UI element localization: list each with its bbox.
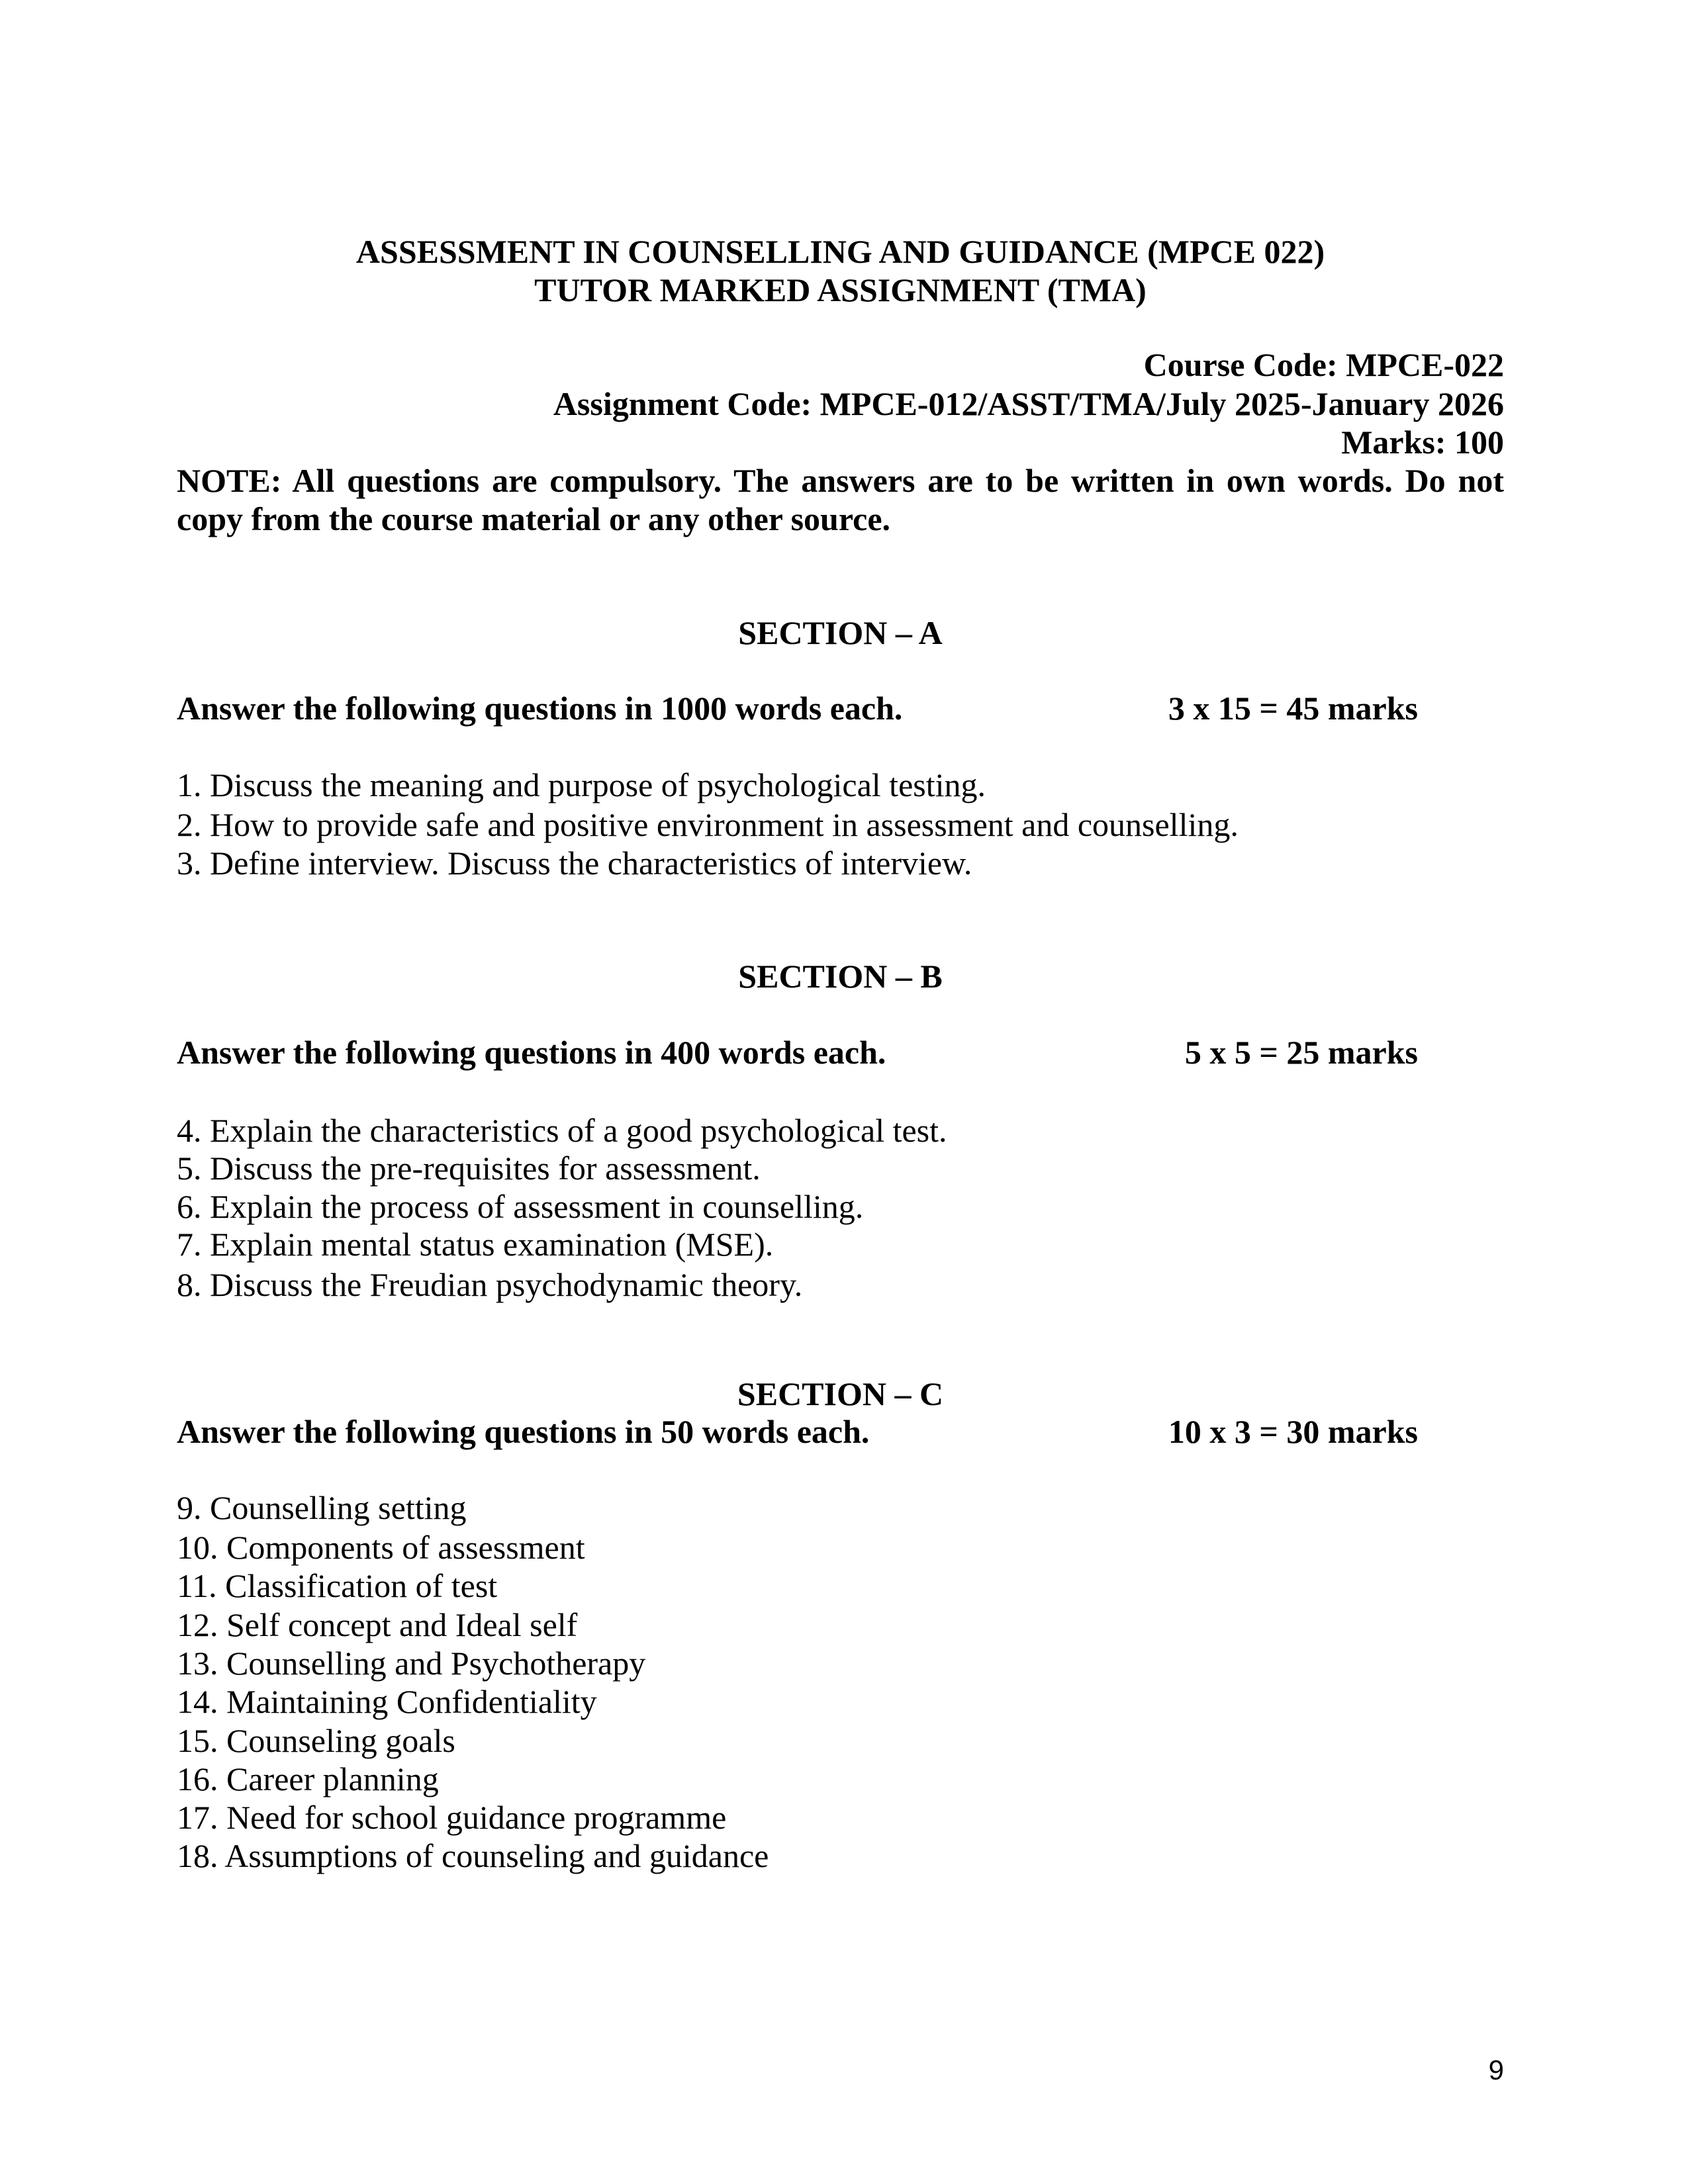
course-code: Course Code: MPCE-022	[1143, 346, 1504, 383]
question-item: 7. Explain mental status examination (MSE).	[177, 1226, 774, 1263]
question-item: 8. Discuss the Freudian psychodynamic theory.	[177, 1266, 803, 1303]
question-item: 17. Need for school guidance programme	[177, 1799, 727, 1836]
question-item: 12. Self concept and Ideal self	[177, 1606, 578, 1643]
question-item: 18. Assumptions of counseling and guidance	[177, 1837, 769, 1874]
section-a-heading: SECTION – A	[738, 614, 943, 651]
section-a-marks: 3 x 15 = 45 marks	[1168, 690, 1418, 727]
question-item: 13. Counselling and Psychotherapy	[177, 1645, 646, 1682]
section-c-instruction-row	[177, 1415, 1504, 1448]
question-item: 1. Discuss the meaning and purpose of psychological testing.	[177, 766, 986, 803]
question-item: 9. Counselling setting	[177, 1489, 467, 1526]
question-item: 15. Counseling goals	[177, 1722, 455, 1759]
section-b-heading: SECTION – B	[738, 958, 943, 995]
section-c-heading: SECTION – C	[737, 1375, 944, 1412]
question-item: 11. Classification of test	[177, 1567, 498, 1604]
question-item: 10. Components of assessment	[177, 1529, 585, 1566]
note-line2: copy from the course material or any other source.	[177, 500, 891, 537]
page-title-line2: TUTOR MARKED ASSIGNMENT (TMA)	[534, 271, 1147, 308]
section-b-instruction-row	[177, 1036, 1504, 1069]
question-item: 16. Career planning	[177, 1760, 439, 1797]
question-item: 14. Maintaining Confidentiality	[177, 1683, 597, 1720]
section-a-instruction-row	[177, 692, 1504, 725]
page-title-line1: ASSESSMENT IN COUNSELLING AND GUIDANCE (MPCE 022)	[355, 233, 1325, 270]
page-number: 9	[1488, 2054, 1504, 2085]
section-b-instruction: Answer the following questions in 400 words each.	[177, 1034, 886, 1071]
question-item: 3. Define interview. Discuss the characteristics of interview.	[177, 844, 972, 882]
section-c-instruction: Answer the following questions in 50 words each.	[177, 1413, 870, 1450]
question-item: 5. Discuss the pre-requisites for assessment.	[177, 1150, 761, 1187]
question-item: 6. Explain the process of assessment in counselling.	[177, 1188, 864, 1225]
section-b-marks: 5 x 5 = 25 marks	[1184, 1034, 1418, 1071]
question-item: 4. Explain the characteristics of a good psychological test.	[177, 1112, 947, 1149]
total-marks: Marks: 100	[1341, 424, 1504, 461]
section-c-marks: 10 x 3 = 30 marks	[1168, 1413, 1418, 1450]
note-line1: NOTE: All questions are compulsory. The answers are to be written in own words. Do not	[177, 462, 1504, 499]
question-item: 2. How to provide safe and positive environment in assessment and counselling.	[177, 806, 1239, 843]
section-a-instruction: Answer the following questions in 1000 words each.	[177, 690, 903, 727]
assignment-code: Assignment Code: MPCE-012/ASST/TMA/July 2025-January 2026	[553, 385, 1504, 422]
